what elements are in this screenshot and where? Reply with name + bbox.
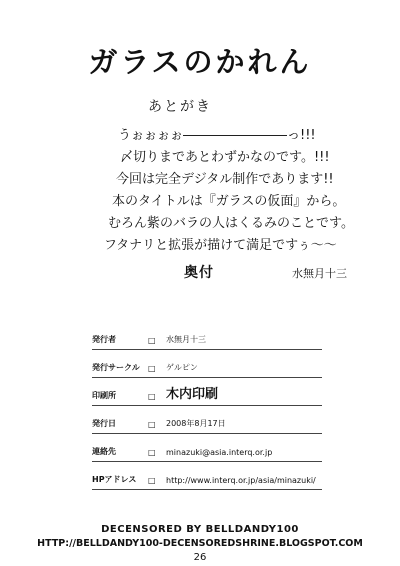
afterword-line: 本のタイトルは『ガラスの仮面』から。 <box>112 194 346 209</box>
colophon-value: 木内印刷 <box>166 387 219 402</box>
colophon-row-date <box>92 409 322 434</box>
colophon-value: http://www.interq.or.jp/asia/minazuki/ <box>166 476 316 485</box>
checkbox-icon: □ <box>148 336 156 345</box>
colophon-row-contact <box>92 437 322 462</box>
checkbox-icon: □ <box>148 420 156 429</box>
colophon-value: 2008年8月17日 <box>166 419 226 428</box>
afterword-line: 〆切りまであとわずかなのです。!!! <box>120 150 330 165</box>
colophon-label: 発行サークル <box>92 363 140 372</box>
colophon-heading: 奥付 <box>184 265 214 281</box>
afterword-line: むろん紫のバラの人はくるみのことです。 <box>108 216 354 231</box>
afterword-heading: あとがき <box>148 99 212 115</box>
colophon-row-publisher <box>92 325 322 350</box>
colophon-label: 発行日 <box>92 419 116 428</box>
colophon-label: 発行者 <box>92 335 116 344</box>
colophon-row-printer <box>92 381 322 406</box>
colophon-table <box>92 325 322 490</box>
checkbox-icon: □ <box>148 364 156 373</box>
colophon-value: minazuki@asia.interq.or.jp <box>166 448 273 457</box>
colophon-label: 連絡先 <box>92 447 116 456</box>
colophon-label: 印刷所 <box>92 391 116 400</box>
afterword-signature: 水無月十三 <box>292 267 347 280</box>
colophon-row-homepage <box>92 465 322 490</box>
colophon-label: HPアドレス <box>92 475 137 484</box>
credit-line: DECENSORED BY BELLDANDY100 <box>101 524 299 535</box>
checkbox-icon: □ <box>148 476 156 485</box>
colophon-value: 水無月十三 <box>166 335 206 344</box>
checkbox-icon: □ <box>148 448 156 457</box>
checkbox-icon: □ <box>148 392 156 401</box>
afterword-line: フタナリと拡張が描けて満足ですぅ〜〜 <box>104 238 337 253</box>
colophon-value: ゲルピン <box>166 363 198 372</box>
colophon-row-circle <box>92 353 322 378</box>
afterword-line: うぉぉぉぉ――――――――っ!!! <box>118 128 316 143</box>
page-title: ガラスのかれん <box>88 45 312 79</box>
page-number: 26 <box>193 552 207 563</box>
credit-url: HTTP://BELLDANDY100-DECENSOREDSHRINE.BLOGSPOT.COM <box>37 538 363 549</box>
afterword-line: 今回は完全デジタル制作であります!! <box>116 172 334 187</box>
